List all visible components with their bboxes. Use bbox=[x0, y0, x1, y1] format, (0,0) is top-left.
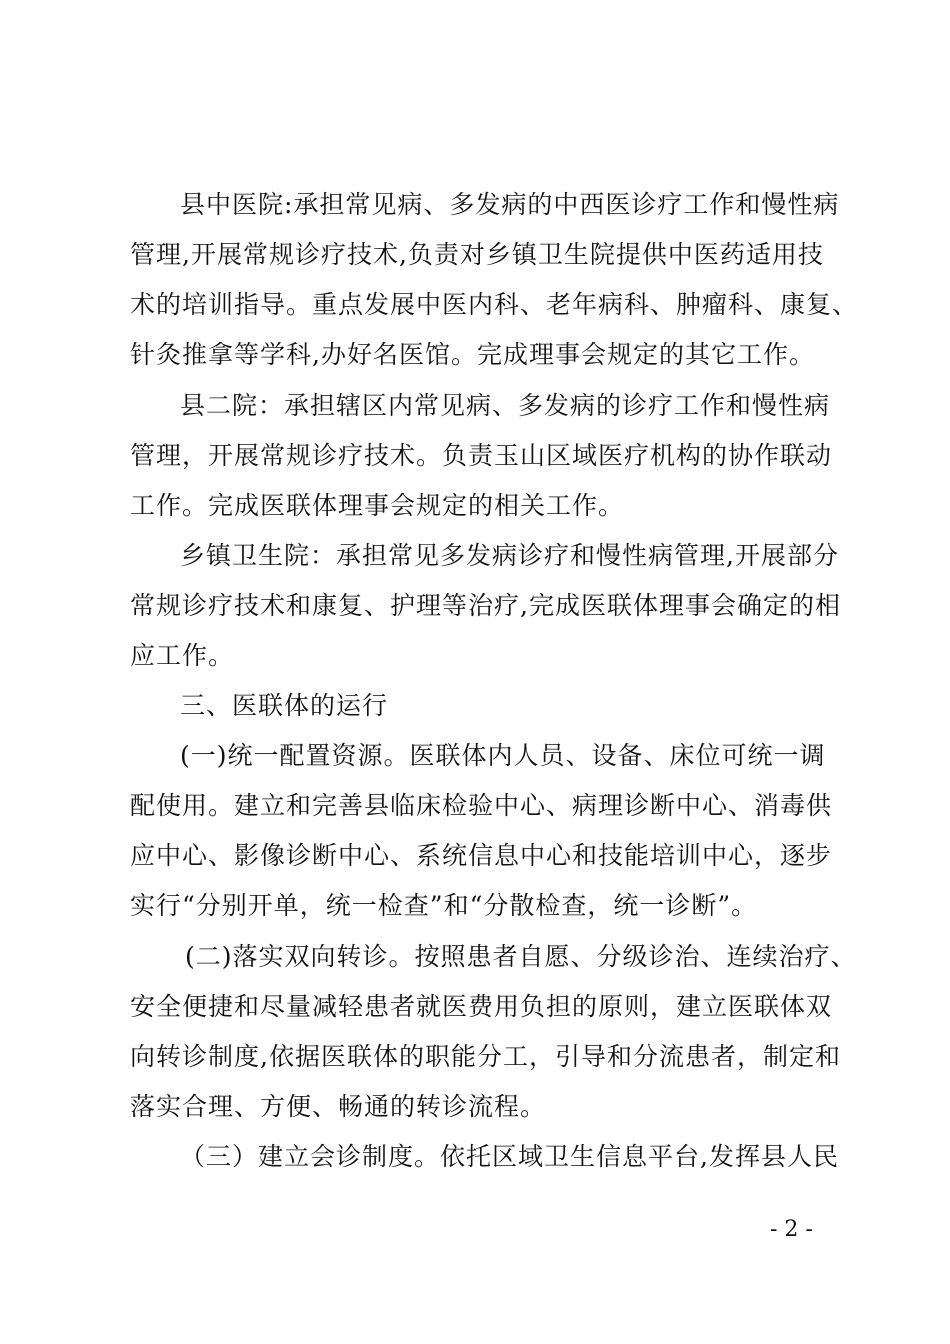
page-number: - 2 - bbox=[770, 1217, 813, 1242]
paragraph-line: 向转诊制度,依据医联体的职能分工，引导和分流患者，制定和 bbox=[130, 1042, 841, 1071]
paragraph-line: (一)统一配置资源。医联体内人员、设备、床位可统一调 bbox=[180, 741, 826, 770]
paragraph-line: 术的培训指导。重点发展中医内科、老年病科、肿瘤科、康复、 bbox=[130, 290, 859, 319]
paragraph-line: 应工作。 bbox=[130, 641, 235, 670]
paragraph-line: 县中医院:承担常见病、多发病的中西医诊疗工作和慢性病 bbox=[180, 190, 840, 219]
paragraph-line: （三）建立会诊制度。依托区域卫生信息平台,发挥县人民 bbox=[180, 1142, 839, 1171]
paragraph-line: 安全便捷和尽量减轻患者就医费用负担的原则，建立医联体双 bbox=[130, 992, 833, 1021]
section-heading: 三、医联体的运行 bbox=[180, 691, 389, 720]
paragraph-line: 常规诊疗技术和康复、护理等治疗,完成医联体理事会确定的相 bbox=[130, 591, 841, 620]
paragraph-line: 管理，开展常规诊疗技术。负责玉山区域医疗机构的协作联动 bbox=[130, 441, 833, 470]
paragraph-line: 落实合理、方便、畅通的转诊流程。 bbox=[130, 1092, 547, 1121]
paragraph-line: 实行“分别开单，统一检查”和“分散检查，统一诊断”。 bbox=[130, 891, 758, 920]
paragraph-line: 县二院：承担辖区内常见病、多发病的诊疗工作和慢性病 bbox=[180, 391, 831, 420]
paragraph-line: 工作。完成医联体理事会规定的相关工作。 bbox=[130, 491, 625, 520]
paragraph-line: 针灸推拿等学科,办好名医馆。完成理事会规定的其它工作。 bbox=[130, 340, 815, 369]
paragraph-line: 乡镇卫生院：承担常见多发病诊疗和慢性病管理,开展部分 bbox=[180, 541, 839, 570]
paragraph-line: 管理,开展常规诊疗技术,负责对乡镇卫生院提供中医药适用技 bbox=[130, 240, 824, 269]
paragraph-line: 配使用。建立和完善县临床检验中心、病理诊断中心、消毒供 bbox=[130, 791, 833, 820]
paragraph-line: 应中心、影像诊断中心、系统信息中心和技能培训中心，逐步 bbox=[130, 841, 833, 870]
paragraph-line: (二)落实双向转诊。按照患者自愿、分级诊治、连续治疗、 bbox=[185, 942, 857, 971]
